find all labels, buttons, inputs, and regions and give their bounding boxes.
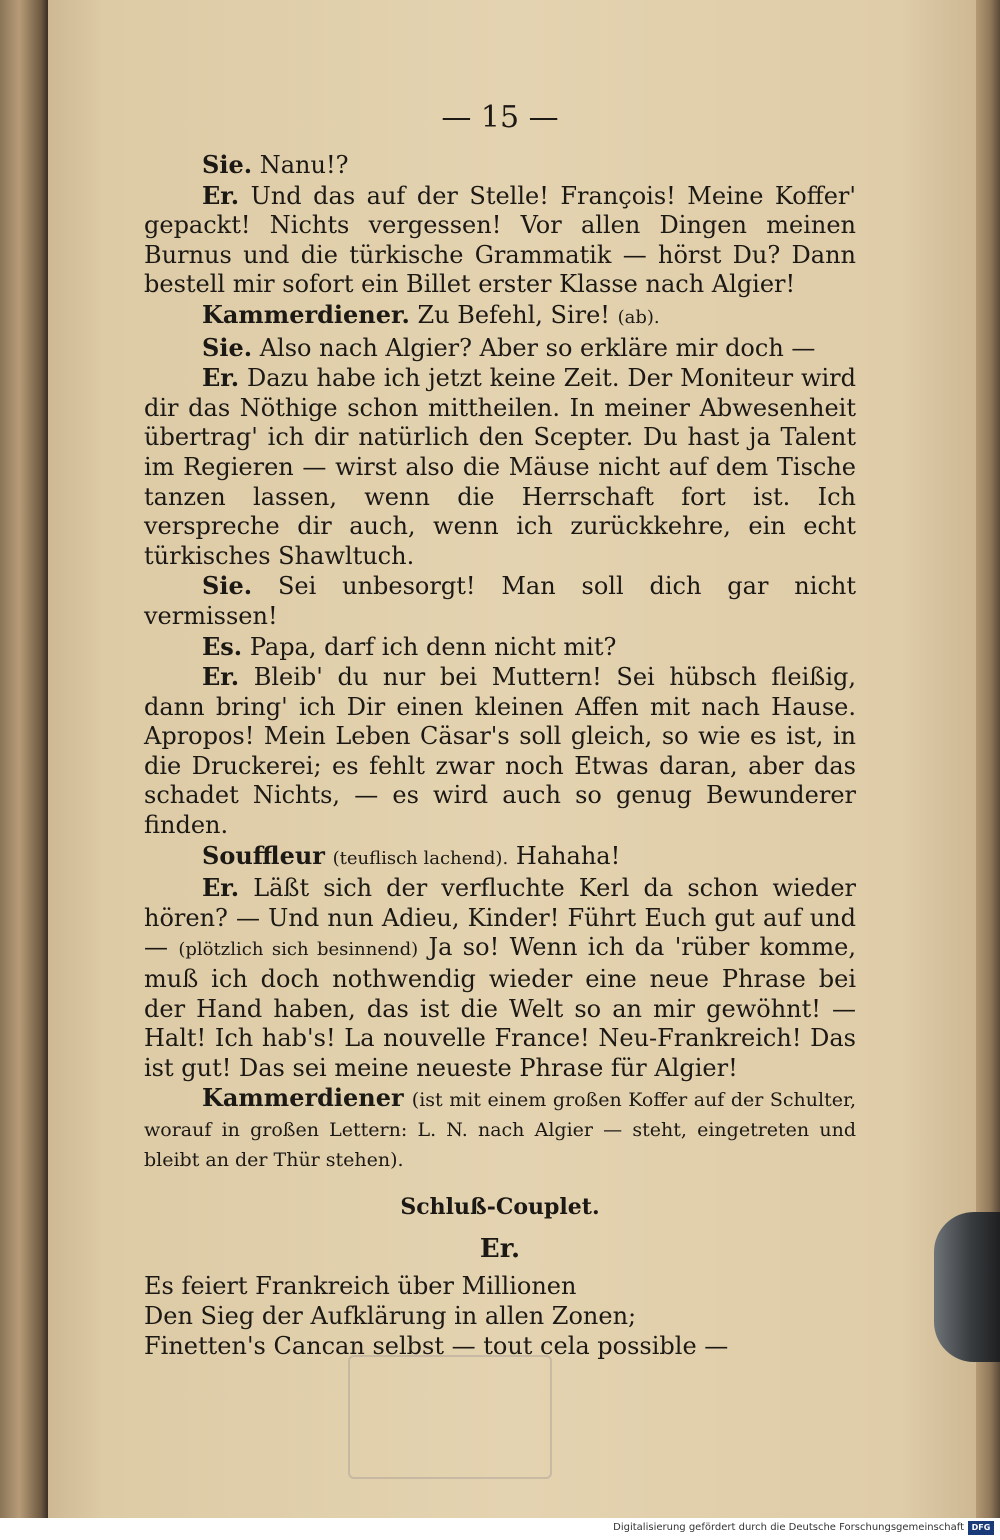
- line-text: Dazu habe ich jetzt keine Zeit. Der Moniteur wird dir das Nöthige schon mittheilen. In meiner Abwesenheit übertrag' ich dir natürlich den Scepter. Du hast ja Talent im Regieren — wirst also die Mäuse nicht auf dem Tische tanzen lassen, wenn die Herrschaft fort ist. Ich verspreche dir auch, wenn ich zurückkehre, ein echt türkisches Shawltuch.: [144, 364, 856, 570]
- line-text: Zu Befehl, Sire!: [417, 300, 610, 329]
- dialogue-line: [144, 300, 856, 333]
- speaker: Kammerdiener.: [202, 299, 410, 329]
- line-text: Bleib' du nur bei Muttern! Sei hübsch fleißig, dann bring' ich Dir einen kleinen Affen mit nach Hause. Apropos! Mein Leben Cäsar's soll gleich, so wie es ist, in die Druckerei; es fehlt zwar noch Etwas daran, aber das schadet Nichts, — es wird auch so genug Bewunderer finden.: [144, 663, 856, 840]
- line-text: Läßt sich der verfluchte Kerl da schon wieder hören? — Und nun Adieu, Kinder! Führt Euch gut auf und —: [144, 874, 856, 962]
- verse: [144, 1272, 856, 1361]
- line-text: Nanu!?: [259, 151, 349, 179]
- speaker: Sie.: [202, 571, 253, 601]
- dialogue-line: [144, 873, 856, 1083]
- speaker: Er.: [202, 180, 240, 210]
- verse-speaker: Er.: [479, 1233, 521, 1264]
- dialogue-line: [144, 841, 856, 874]
- speaker: Er.: [202, 662, 240, 692]
- speaker: Er.: [202, 363, 240, 393]
- dialogue-line: [144, 571, 856, 631]
- speaker: Kammerdiener: [202, 1083, 404, 1113]
- line-text: Papa, darf ich denn nicht mit?: [249, 632, 617, 661]
- dialogue-line: [144, 363, 856, 571]
- couplet-heading: Schluß-Couplet.: [400, 1194, 600, 1221]
- dialogue-line: [144, 150, 856, 181]
- speaker: Er.: [202, 873, 240, 903]
- speaker: Souffleur: [202, 840, 325, 870]
- line-text: Hahaha!: [515, 841, 621, 870]
- dialogue-line: [144, 1083, 856, 1173]
- line-text: Sei unbesorgt! Man soll dich gar nicht vermissen!: [144, 572, 856, 630]
- verse-line: Finetten's Cancan selbst — tout cela possible —: [144, 1331, 729, 1360]
- line-text: Ja so! Wenn ich da 'rüber komme, muß ich doch nothwendig wieder eine neue Phrase bei der Hand haben, das ist die Welt so an mir gewöhnt! — Halt! Ich hab's! La nouvelle France! Neu-Frankreich! Das ist gut! Das sei meine neueste Phrase für Algier!: [144, 933, 856, 1082]
- page-text: [144, 150, 856, 1361]
- library-stamp: [348, 1355, 552, 1479]
- verse-line: Den Sieg der Aufklärung in allen Zonen;: [144, 1301, 637, 1330]
- verse-line: Es feiert Frankreich über Millionen: [144, 1272, 577, 1301]
- speaker: Sie.: [202, 150, 253, 179]
- dialogue-line: [144, 333, 856, 364]
- stage-direction: (ab).: [617, 306, 660, 328]
- stage-direction: (ist mit einem großen Koffer auf der Schulter, worauf in großen Lettern: L. N. nach Algier — steht, eingetreten und bleibt an der Thür stehen).: [144, 1089, 856, 1171]
- book-left-edge: [0, 0, 48, 1540]
- footer-credit: Digitalisierung gefördert durch die Deutsche Forschungsgemeinschaft: [613, 1522, 964, 1533]
- stage-direction: (teuflisch lachend).: [332, 847, 509, 869]
- dfg-logo: DFG: [968, 1521, 994, 1535]
- dialogue-line: [144, 181, 856, 300]
- line-text: Also nach Algier? Aber so erkläre mir doch —: [259, 333, 816, 362]
- speaker: Es.: [202, 631, 243, 661]
- line-text: Und das auf der Stelle! François! Meine Koffer' gepackt! Nichts vergessen! Vor allen Dingen meinen Burnus und die türkische Grammatik — hörst Du? Dann bestell mir sofort ein Billet erster Klasse nach Algier!: [144, 181, 856, 299]
- speaker: Sie.: [202, 332, 253, 362]
- page-clip: [934, 1212, 1000, 1362]
- stage-direction: (plötzlich sich besinnend): [178, 939, 419, 961]
- dialogue-line: [144, 632, 856, 663]
- dialogue-line: [144, 662, 856, 841]
- page-number: — 15 —: [441, 100, 559, 135]
